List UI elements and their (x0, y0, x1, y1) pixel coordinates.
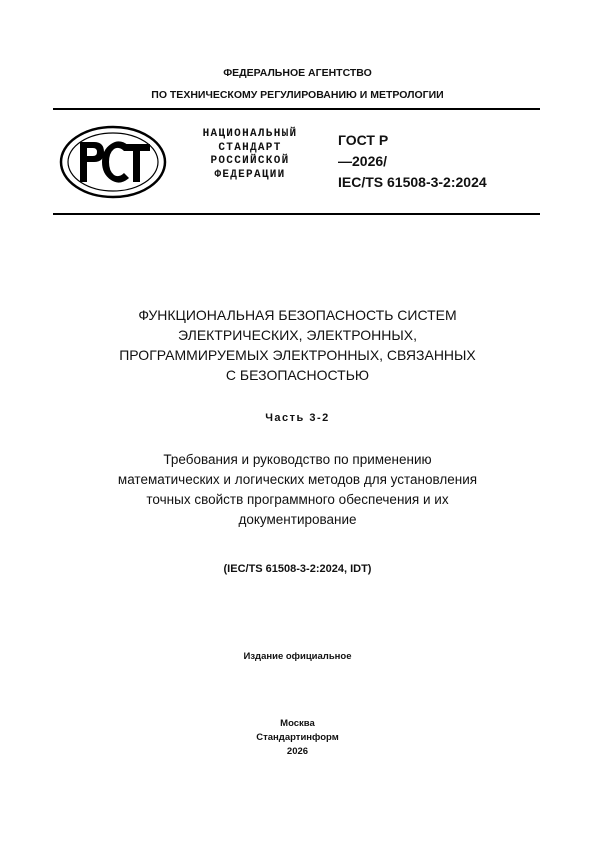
standard-type-line-3: РОССИЙСКОЙ (210, 155, 290, 167)
equivalence-note: (IEC/TS 61508-3-2:2024, IDT) (223, 563, 372, 575)
subtitle-line-2: математических и логических методов для установления (117, 472, 478, 487)
title-line-3: ПРОГРАММИРУЕМЫХ ЭЛЕКТРОННЫХ, СВЯЗАННЫХ (119, 347, 476, 363)
rst-emblem-icon (58, 124, 168, 200)
part-number: Часть 3-2 (265, 412, 330, 424)
imprint (0, 717, 595, 759)
title-line-4: С БЕЗОПАСНОСТЬЮ (225, 367, 370, 383)
standard-type-line-1: НАЦИОНАЛЬНЫЙ (202, 128, 298, 140)
subtitle-line-3: точных свойств программного обеспечения и их (146, 492, 449, 507)
designation-line-3: IEC/TS 61508-3-2:2024 (338, 174, 487, 190)
agency-header (0, 62, 595, 106)
title-line-2: ЭЛЕКТРИЧЕСКИХ, ЭЛЕКТРОННЫХ, (178, 327, 417, 343)
title-line-1: ФУНКЦИОНАЛЬНАЯ БЕЗОПАСНОСТЬ СИСТЕМ (138, 307, 457, 323)
edition-label: Издание официальное (243, 651, 352, 662)
imprint-publisher: Стандартинформ (256, 732, 339, 743)
standard-type-line-4: ФЕДЕРАЦИИ (214, 168, 286, 181)
designation-line-1: ГОСТ Р (338, 132, 389, 148)
subtitle-line-4: документирование (238, 512, 357, 527)
standard-type (176, 128, 324, 182)
designation-line-2: —2026/ (338, 153, 388, 169)
agency-line-1: ФЕДЕРАЛЬНОЕ АГЕНТСТВО (223, 67, 372, 79)
imprint-city: Москва (280, 718, 315, 729)
subtitle-line-1: Требования и руководство по применению (163, 452, 432, 467)
agency-line-2: ПО ТЕХНИЧЕСКОМУ РЕГУЛИРОВАНИЮ И МЕТРОЛОГИИ (151, 89, 444, 101)
document-subtitle (0, 450, 595, 530)
standard-type-line-2: СТАНДАРТ (218, 141, 282, 154)
imprint-year: 2026 (286, 746, 309, 757)
bottom-divider (53, 213, 540, 215)
top-divider (53, 108, 540, 110)
document-title (0, 305, 595, 385)
standard-designation (338, 130, 538, 193)
